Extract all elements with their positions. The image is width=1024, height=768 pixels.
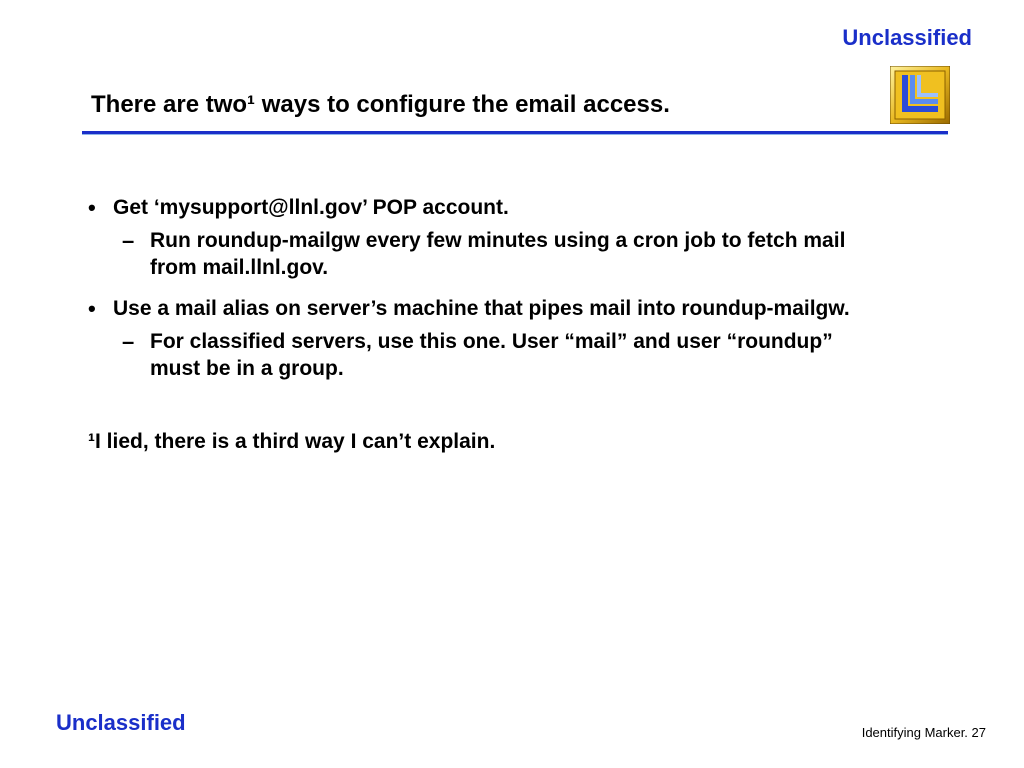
lab-logo bbox=[890, 66, 950, 124]
sub-bullet-marker: – bbox=[122, 228, 135, 253]
bullet-item bbox=[88, 295, 938, 322]
identifying-marker: Identifying Marker. 27 bbox=[861, 725, 986, 740]
bullet-marker: • bbox=[88, 296, 96, 321]
sub-bullet-marker: – bbox=[122, 329, 135, 354]
slide-body bbox=[88, 194, 938, 455]
bullet-marker: • bbox=[88, 195, 96, 220]
footnote: ¹I lied, there is a third way I can’t explain. bbox=[88, 430, 496, 453]
slide-title: There are two¹ ways to configure the email access. bbox=[91, 91, 670, 118]
sub-bullet-text: Run roundup-mailgw every few minutes using a cron job to fetch mail from mail.llnl.gov. bbox=[150, 229, 846, 279]
sub-bullet-text: For classified servers, use this one. User “mail” and user “roundup” must be in a group. bbox=[150, 330, 833, 380]
title-divider bbox=[82, 131, 948, 135]
bullet-text: Use a mail alias on server’s machine that pipes mail into roundup-mailgw. bbox=[113, 297, 850, 320]
classification-top: Unclassified bbox=[842, 25, 972, 50]
bullet-item bbox=[88, 194, 938, 221]
classification-bottom: Unclassified bbox=[56, 710, 186, 735]
lab-logo-icon bbox=[890, 66, 950, 124]
sub-bullet-item bbox=[122, 328, 938, 382]
sub-bullet-item bbox=[122, 227, 938, 281]
bullet-text: Get ‘mysupport@llnl.gov’ POP account. bbox=[113, 196, 509, 219]
